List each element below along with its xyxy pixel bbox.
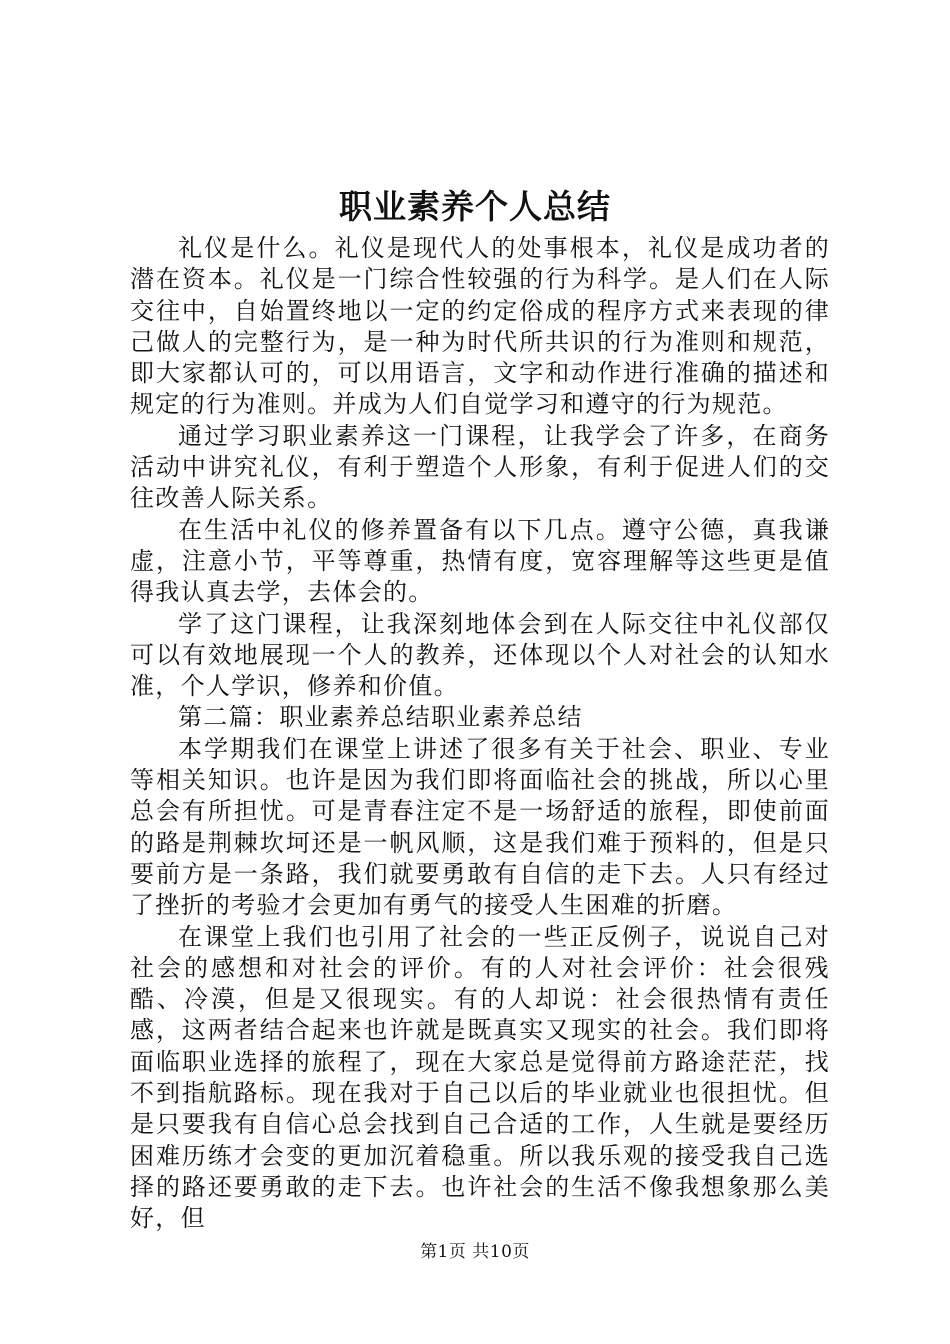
paragraph-2: 通过学习职业素养这一门课程，让我学会了许多，在商务活动中讲究礼仪，有利于塑造个人形象，有利于促进人们的交往改善人际关系。 [130, 421, 830, 513]
paragraph-6: 在课堂上我们也引用了社会的一些正反例子，说说自己对社会的感想和对社会的评价。有的人对社会评价：社会很残酷、冷漠，但是又很现实。有的人却说：社会很热情有责任感，这两者结合起来也许就是既真实又现实的社会。我们即将面临职业选择的旅程了，现在大家总是觉得前方路途茫茫，找不到指航路标。现在我对于自己以后的毕业就业也很担忧。但是只要我有自信心总会找到自己合适的工作，人生就是要经历困难历练才会变的更加沉着稳重。所以我乐观的接受我自己选择的路还要勇敢的走下去。也许社会的生活不像我想象那么美好，但 [130, 922, 830, 1233]
document-title: 职业素养个人总结 [339, 187, 611, 226]
section-heading: 第二篇：职业素养总结职业素养总结 [178, 703, 583, 732]
page-number-footer: 第1页 共10页 [420, 1242, 530, 1262]
document-body [130, 233, 830, 1235]
paragraph-1: 礼仪是什么。礼仪是现代人的处事根本，礼仪是成功者的潜在资本。礼仪是一门综合性较强的行为科学。是人们在人际交往中，自始置终地以一定的约定俗成的程序方式来表现的律己做人的完整行为，是一种为时代所共识的行为准则和规范，即大家都认可的，可以用语言，文字和动作进行准确的描述和规定的行为准则。并成为人们自觉学习和遵守的行为规范。 [130, 234, 830, 419]
paragraph-5: 本学期我们在课堂上讲述了很多有关于社会、职业、专业等相关知识。也许是因为我们即将面临社会的挑战，所以心里总会有所担忧。可是青春注定不是一场舒适的旅程，即使前面的路是荆棘坎坷还是一帆风顺，这是我们难于预料的，但是只要前方是一条路，我们就要勇敢有自信的走下去。人只有经过了挫折的考验才会更加有勇气的接受人生困难的折磨。 [130, 734, 830, 920]
paragraph-3: 在生活中礼仪的修养置备有以下几点。遵守公德，真我谦虚，注意小节，平等尊重，热情有度，宽容理解等这些更是值得我认真去学，去体会的。 [130, 515, 830, 607]
paragraph-4: 学了这门课程，让我深刻地体会到在人际交往中礼仪部仅可以有效地展现一个人的教养，还体现以个人对社会的认知水准，个人学识，修养和价值。 [130, 609, 830, 701]
